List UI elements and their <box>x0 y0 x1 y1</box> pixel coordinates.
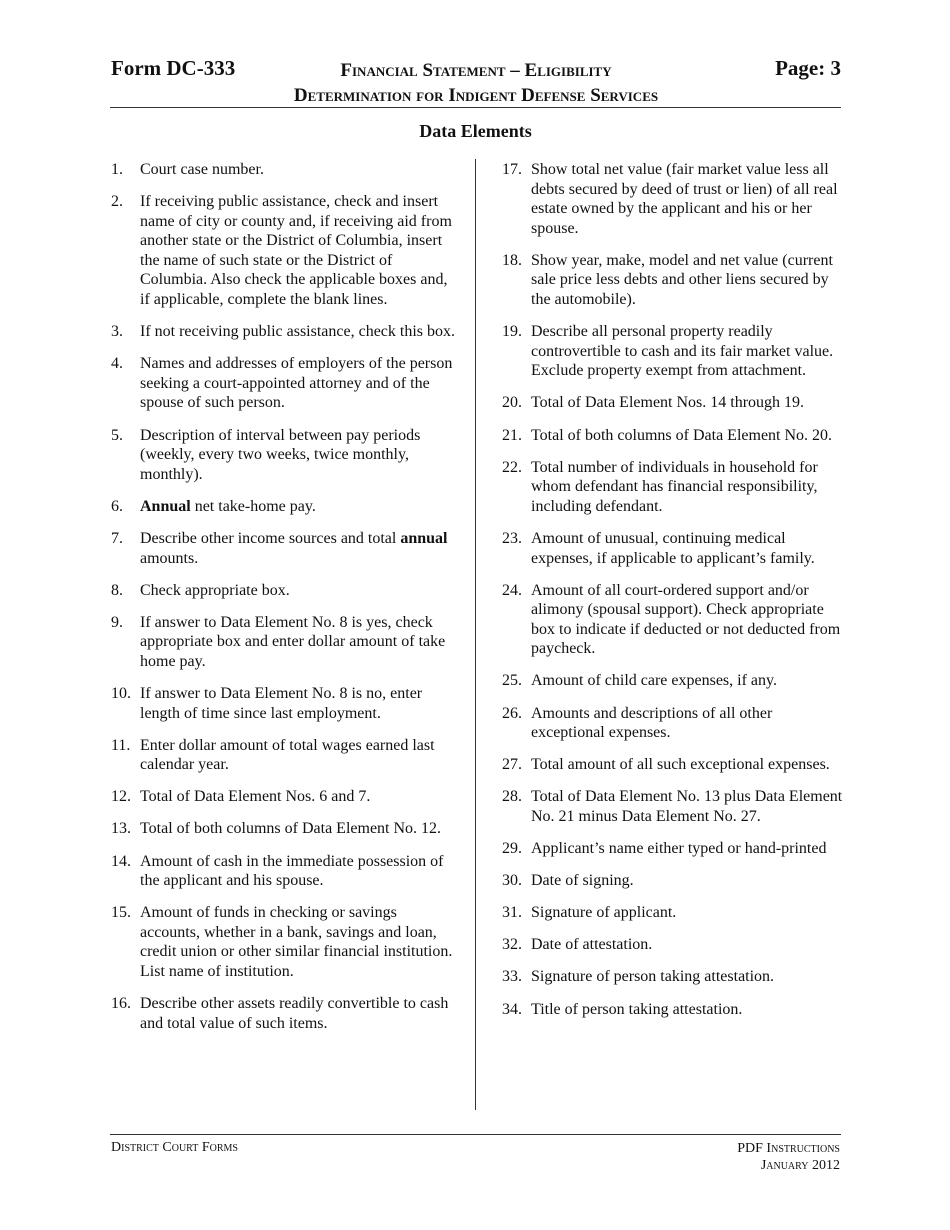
data-element-text: Amount of child care expenses, if any. <box>531 672 777 690</box>
data-element-text: Signature of applicant. <box>531 904 677 922</box>
data-element-text-pre: Description of interval between pay periods (weekly, every two weeks, twice monthly, monthly). <box>140 426 421 483</box>
data-element-number: 6. <box>111 497 123 515</box>
data-element-number: 17. <box>502 161 522 178</box>
data-element-text <box>140 354 456 413</box>
data-element-text: Amounts and descriptions of all other exceptional expenses. <box>531 704 773 742</box>
data-element-item <box>502 251 844 310</box>
data-element-number: 9. <box>111 613 123 631</box>
data-element-item <box>111 852 456 891</box>
data-element-number: 30. <box>502 872 522 890</box>
data-element-number: 20. <box>502 394 522 412</box>
data-element-text <box>140 426 456 485</box>
data-element-item <box>111 736 456 775</box>
data-element-item <box>111 787 456 807</box>
data-element-text: Title of person taking attestation. <box>531 1000 743 1018</box>
data-element-text-pre: Check appropriate box. <box>140 581 290 599</box>
data-element-text: Total of Data Element No. 13 plus Data Element No. 21 minus Data Element No. 27. <box>531 788 843 825</box>
data-element-text <box>140 497 456 517</box>
data-element-text <box>140 613 456 672</box>
data-element-number: 34. <box>502 1000 522 1018</box>
data-element-text-post: amounts. <box>140 549 199 567</box>
footer-right <box>737 1140 840 1174</box>
data-element-text: Total of both columns of Data Element No. 20. <box>531 426 833 444</box>
data-element-text: Show total net value (fair market value less all debts secured by deed of trust or lien) of all real estate owned by the applicant and his or her spouse. <box>531 161 838 237</box>
data-element-text: Amount of unusual, continuing medical expenses, if applicable to applicant’s family. <box>531 529 815 567</box>
data-element-text-pre: Amount of funds in checking or savings accounts, whether in a bank, savings and loan, credit union or other similar financial institution. List name of institution. <box>140 904 453 980</box>
data-element-number: 10. <box>111 684 131 702</box>
data-element-number: 27. <box>502 756 522 774</box>
form-title-line2: Determination for Indigent Defense Services <box>293 85 659 106</box>
data-element-text: Date of attestation. <box>531 936 653 954</box>
data-element-number: 26. <box>502 704 522 722</box>
data-element-text <box>140 160 456 180</box>
data-element-item <box>502 581 844 659</box>
section-title: Data Elements <box>419 121 532 141</box>
data-element-text-pre: If receiving public assistance, check and insert name of city or county and, if receiving aid from another state or the District of Columbia, insert the name of such state or the District of Columbia. Also check the applicable boxes and, if applicable, complete the blank lines. <box>140 193 452 309</box>
data-element-item <box>502 903 844 923</box>
data-element-number: 18. <box>502 251 522 269</box>
data-element-text <box>140 787 456 807</box>
data-element-item <box>502 458 844 517</box>
data-element-item <box>111 994 456 1033</box>
data-element-text-pre: Names and addresses of employers of the person seeking a court-appointed attorney and of the spouse of such person. <box>140 355 453 412</box>
data-element-text <box>140 819 456 839</box>
data-element-text-pre: If not receiving public assistance, check this box. <box>140 323 456 341</box>
data-element-item <box>111 192 456 310</box>
data-element-text-emphasis: annual <box>400 529 448 547</box>
data-element-text: Total amount of all such exceptional expenses. <box>531 756 830 774</box>
left-column <box>111 160 456 1046</box>
form-id: Form DC-333 <box>111 56 236 80</box>
data-element-number: 1. <box>111 161 123 178</box>
footer-divider <box>110 1134 841 1135</box>
data-element-number: 15. <box>111 904 131 922</box>
data-element-item <box>502 787 844 826</box>
data-element-item <box>502 160 844 238</box>
data-element-item <box>111 160 456 180</box>
data-element-text-pre: Describe other income sources and total <box>140 529 401 547</box>
data-element-item <box>502 393 844 413</box>
data-element-number: 3. <box>111 323 123 341</box>
data-element-number: 8. <box>111 581 123 599</box>
data-element-number: 14. <box>111 852 131 870</box>
data-element-text-pre: Enter dollar amount of total wages earned last calendar year. <box>140 736 435 774</box>
data-element-text-pre: Total of both columns of Data Element No. 12. <box>140 820 442 838</box>
data-element-number: 23. <box>502 529 522 547</box>
data-element-item <box>502 1000 844 1020</box>
data-element-text: Amount of all court-ordered support and/or alimony (spousal support). Check appropriate box to indicate if deducted or not deducted from paycheck. <box>531 581 841 658</box>
data-element-item <box>502 871 844 891</box>
data-element-number: 22. <box>502 458 522 476</box>
data-element-item <box>111 903 456 981</box>
data-element-item <box>111 497 456 517</box>
data-element-number: 33. <box>502 968 522 986</box>
data-element-item <box>111 529 456 568</box>
data-element-item <box>111 322 456 342</box>
footer-right-line1: PDF Instructions <box>737 1141 840 1156</box>
data-element-number: 31. <box>502 904 522 922</box>
data-element-text <box>140 852 456 891</box>
data-element-number: 32. <box>502 936 522 954</box>
data-element-text: Applicant’s name either typed or hand-printed <box>531 840 827 858</box>
data-element-number: 29. <box>502 840 522 858</box>
data-element-item <box>111 684 456 723</box>
data-element-text <box>140 736 456 775</box>
data-element-text: Date of signing. <box>531 872 634 890</box>
data-element-number: 2. <box>111 193 123 211</box>
data-element-text-pre: Amount of cash in the immediate possession of the applicant and his spouse. <box>140 852 444 890</box>
data-element-item <box>502 426 844 446</box>
data-element-number: 4. <box>111 355 123 373</box>
footer-left: District Court Forms <box>111 1140 238 1155</box>
data-element-text: Signature of person taking attestation. <box>531 968 775 986</box>
data-element-item <box>502 935 844 955</box>
data-element-item <box>111 819 456 839</box>
data-element-text: Total number of individuals in household for whom defendant has financial responsibility, including defendant. <box>531 458 818 515</box>
form-title <box>111 58 841 108</box>
data-element-text <box>140 322 456 342</box>
data-element-number: 5. <box>111 426 123 444</box>
data-element-number: 13. <box>111 820 131 838</box>
data-element-text <box>140 192 456 310</box>
data-element-number: 25. <box>502 672 522 690</box>
data-element-item <box>502 704 844 743</box>
data-element-item <box>111 613 456 672</box>
data-element-text-pre: Total of Data Element Nos. 6 and 7. <box>140 788 371 806</box>
data-element-number: 12. <box>111 788 131 806</box>
data-element-number: 11. <box>111 736 131 754</box>
data-element-text-pre: Court case number. <box>140 161 264 178</box>
data-element-item <box>502 755 844 775</box>
footer-right-line2: January 2012 <box>760 1158 840 1173</box>
data-element-number: 28. <box>502 788 522 806</box>
data-element-text-post: net take-home pay. <box>190 497 316 515</box>
page-number: Page: 3 <box>775 56 841 80</box>
data-element-text-pre: If answer to Data Element No. 8 is yes, check appropriate box and enter dollar amount of take home pay. <box>140 613 446 670</box>
data-element-item <box>111 426 456 485</box>
data-element-number: 21. <box>502 426 522 444</box>
data-element-text <box>140 903 456 981</box>
data-element-text: Total of Data Element Nos. 14 through 19. <box>531 394 805 412</box>
data-element-text-pre: Describe other assets readily convertible to cash and total value of such items. <box>140 995 449 1032</box>
data-element-item <box>111 354 456 413</box>
data-element-text <box>140 529 456 568</box>
data-element-item <box>502 322 844 381</box>
data-element-item <box>502 967 844 987</box>
data-element-text <box>140 581 456 601</box>
data-element-text <box>140 994 456 1033</box>
data-element-item <box>111 581 456 601</box>
header-divider <box>110 107 841 108</box>
data-element-number: 24. <box>502 581 522 599</box>
right-column <box>502 160 844 1032</box>
data-element-item <box>502 529 844 568</box>
data-element-text-emphasis: Annual <box>140 497 191 515</box>
column-divider <box>475 159 476 1110</box>
data-element-item <box>502 671 844 691</box>
data-element-number: 16. <box>111 995 131 1013</box>
data-element-number: 19. <box>502 323 522 341</box>
data-element-number: 7. <box>111 529 123 547</box>
data-element-text: Show year, make, model and net value (current sale price less debts and other liens secured by the automobile). <box>531 251 833 309</box>
data-element-text <box>140 684 456 723</box>
form-title-line1: Financial Statement – Eligibility <box>340 60 612 81</box>
data-element-item <box>502 839 844 859</box>
data-element-text: Describe all personal property readily controvertible to cash and its fair market value. Exclude property exempt from attachment. <box>531 323 834 380</box>
data-element-text-pre: If answer to Data Element No. 8 is no, enter length of time since last employment. <box>140 684 423 722</box>
